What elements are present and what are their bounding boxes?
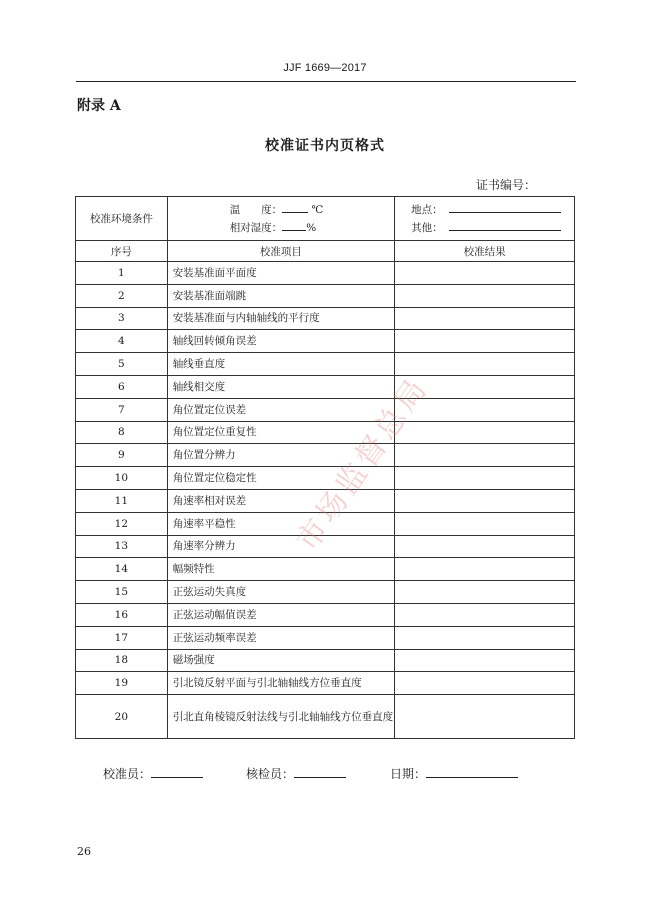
row-number: 20 xyxy=(76,695,168,739)
row-result[interactable] xyxy=(395,695,575,739)
certificate-number-label: 证书编号： xyxy=(476,178,537,192)
row-item: 角速率相对误差 xyxy=(167,489,394,512)
location-label: 地点： xyxy=(411,203,443,216)
header-number: 序号 xyxy=(76,241,168,262)
row-number: 13 xyxy=(76,535,168,558)
row-item: 磁场强度 xyxy=(167,649,394,672)
other-line xyxy=(411,219,574,237)
row-number: 1 xyxy=(76,262,168,285)
table-row xyxy=(76,626,575,649)
date-signature xyxy=(390,765,518,782)
table-row xyxy=(76,467,575,490)
row-item: 角位置定位重复性 xyxy=(167,421,394,444)
appendix-label: 附录 A xyxy=(77,98,121,114)
row-number: 7 xyxy=(76,398,168,421)
row-number: 6 xyxy=(76,375,168,398)
table-row xyxy=(76,262,575,285)
row-number: 17 xyxy=(76,626,168,649)
environment-place xyxy=(395,197,575,241)
row-result[interactable] xyxy=(395,375,575,398)
row-result[interactable] xyxy=(395,581,575,604)
row-item: 引北镜反射平面与引北轴轴线方位垂直度 xyxy=(167,672,394,695)
row-item: 角位置定位稳定性 xyxy=(167,467,394,490)
table-row xyxy=(76,558,575,581)
table-row xyxy=(76,649,575,672)
row-item: 角速率平稳性 xyxy=(167,512,394,535)
table-row xyxy=(76,398,575,421)
temperature-unit: ℃ xyxy=(311,203,324,216)
row-number: 16 xyxy=(76,603,168,626)
row-result[interactable] xyxy=(395,398,575,421)
location-line xyxy=(411,201,574,219)
row-result[interactable] xyxy=(395,262,575,285)
table-row xyxy=(76,512,575,535)
watermark: 市场监督总局 xyxy=(290,370,436,558)
header-result: 校准结果 xyxy=(395,241,575,262)
row-result[interactable] xyxy=(395,330,575,353)
row-item: 安装基准面端跳 xyxy=(167,284,394,307)
table-row xyxy=(76,421,575,444)
row-number: 5 xyxy=(76,353,168,376)
row-result[interactable] xyxy=(395,512,575,535)
environment-label: 校准环境条件 xyxy=(76,197,168,241)
row-number: 15 xyxy=(76,581,168,604)
checker-signature xyxy=(246,765,346,782)
calibration-table xyxy=(75,196,575,739)
table-row xyxy=(76,581,575,604)
row-item: 正弦运动频率误差 xyxy=(167,626,394,649)
row-number: 19 xyxy=(76,672,168,695)
row-item: 安装基准面与内轴轴线的平行度 xyxy=(167,307,394,330)
standard-code: JJF 1669—2017 xyxy=(283,62,367,74)
row-item: 轴线垂直度 xyxy=(167,353,394,376)
row-item: 轴线相交度 xyxy=(167,375,394,398)
row-item: 引北直角棱镜反射法线与引北轴轴线方位垂直度 xyxy=(167,695,394,739)
temperature-label: 温 度： xyxy=(229,203,283,216)
row-result[interactable] xyxy=(395,626,575,649)
row-number: 11 xyxy=(76,489,168,512)
row-item: 角速率分辨力 xyxy=(167,535,394,558)
calibrator-label: 校准员： xyxy=(103,767,152,781)
row-item: 安装基准面平面度 xyxy=(167,262,394,285)
row-item: 幅频特性 xyxy=(167,558,394,581)
table-row xyxy=(76,489,575,512)
row-item: 正弦运动失真度 xyxy=(167,581,394,604)
page-number: 26 xyxy=(77,845,91,858)
table-row xyxy=(76,330,575,353)
temperature-blank[interactable] xyxy=(282,202,308,213)
row-result[interactable] xyxy=(395,444,575,467)
row-result[interactable] xyxy=(395,535,575,558)
environment-conditions xyxy=(167,197,394,241)
header-item: 校准项目 xyxy=(167,241,394,262)
table-row xyxy=(76,535,575,558)
row-number: 14 xyxy=(76,558,168,581)
humidity-label: 相对湿度： xyxy=(229,221,283,234)
row-result[interactable] xyxy=(395,489,575,512)
other-blank[interactable] xyxy=(449,220,561,231)
environment-row xyxy=(76,197,575,241)
row-result[interactable] xyxy=(395,467,575,490)
date-label: 日期： xyxy=(390,767,427,781)
row-result[interactable] xyxy=(395,307,575,330)
row-number: 3 xyxy=(76,307,168,330)
table-row xyxy=(76,375,575,398)
document-title: 校准证书内页格式 xyxy=(265,138,385,154)
row-item: 轴线回转倾角误差 xyxy=(167,330,394,353)
row-result[interactable] xyxy=(395,672,575,695)
location-blank[interactable] xyxy=(449,202,561,213)
temperature-line xyxy=(230,201,394,219)
humidity-unit: % xyxy=(306,221,317,234)
row-result[interactable] xyxy=(395,603,575,626)
humidity-blank[interactable] xyxy=(282,220,306,231)
checker-label: 核检员： xyxy=(246,767,295,781)
header-rule xyxy=(76,81,576,82)
table-row xyxy=(76,695,575,739)
table-header-row xyxy=(76,241,575,262)
row-result[interactable] xyxy=(395,649,575,672)
row-number: 9 xyxy=(76,444,168,467)
checker-blank[interactable] xyxy=(294,767,346,778)
row-result[interactable] xyxy=(395,421,575,444)
row-number: 12 xyxy=(76,512,168,535)
humidity-line xyxy=(230,219,394,237)
table-row xyxy=(76,353,575,376)
row-item: 角位置分辨力 xyxy=(167,444,394,467)
table-row xyxy=(76,603,575,626)
row-result[interactable] xyxy=(395,558,575,581)
date-blank[interactable] xyxy=(426,767,518,778)
table-row xyxy=(76,444,575,467)
table-row xyxy=(76,284,575,307)
row-item: 正弦运动幅值误差 xyxy=(167,603,394,626)
row-number: 18 xyxy=(76,649,168,672)
row-item: 角位置定位误差 xyxy=(167,398,394,421)
table-row xyxy=(76,672,575,695)
calibrator-blank[interactable] xyxy=(151,767,203,778)
row-number: 2 xyxy=(76,284,168,307)
table-row xyxy=(76,307,575,330)
row-number: 8 xyxy=(76,421,168,444)
row-number: 10 xyxy=(76,467,168,490)
row-number: 4 xyxy=(76,330,168,353)
calibrator-signature xyxy=(103,765,203,782)
row-result[interactable] xyxy=(395,353,575,376)
row-result[interactable] xyxy=(395,284,575,307)
other-label: 其他： xyxy=(411,221,443,234)
